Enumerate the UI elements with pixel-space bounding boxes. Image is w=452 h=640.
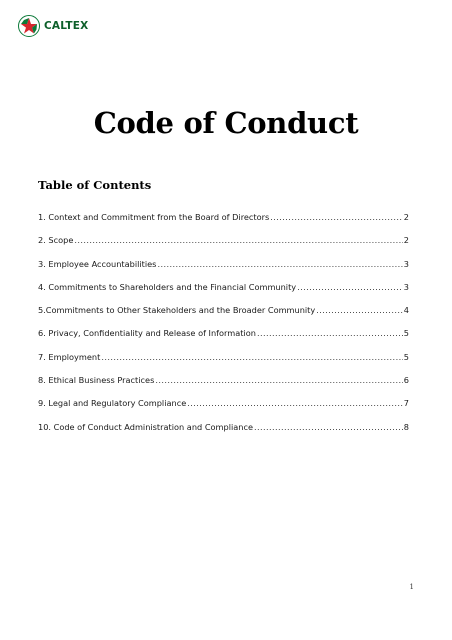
caltex-logo (18, 14, 88, 38)
toc-entry-page: 2 (403, 212, 409, 222)
toc-leader-dots (270, 212, 402, 222)
toc-entry[interactable] (38, 422, 409, 445)
toc-entry[interactable] (38, 352, 409, 375)
toc-entry[interactable] (38, 259, 409, 282)
toc-leader-dots (316, 305, 403, 315)
toc-entry[interactable] (38, 398, 409, 421)
toc-entry-title: 8. Ethical Business Practices (38, 375, 155, 386)
toc-heading: Table of Contents (38, 178, 152, 192)
toc-entry-title: 4. Commitments to Shareholders and the Financial Community (38, 281, 297, 292)
toc-leader-dots (254, 422, 403, 432)
toc-entry-page: 6 (403, 375, 409, 386)
toc-leader-dots (297, 282, 403, 292)
toc-entry-title: 1. Context and Commitment from the Board of Directors (38, 212, 270, 222)
toc-entry[interactable] (38, 212, 409, 235)
toc-entry-title: 9. Legal and Regulatory Compliance (38, 398, 187, 409)
toc-entry-page: 2 (403, 235, 409, 246)
toc-entry-title: 2. Scope (38, 235, 74, 246)
toc-entry-page: 5 (403, 351, 409, 362)
page-number: 1 (409, 583, 414, 591)
toc-leader-dots (101, 352, 402, 362)
toc-leader-dots (187, 398, 403, 408)
table-of-contents (38, 212, 409, 445)
toc-entry-title: 6. Privacy, Confidentiality and Release of Information (38, 328, 256, 339)
toc-leader-dots (157, 259, 402, 269)
logo-wordmark: CALTEX (44, 20, 89, 32)
caltex-star-icon (18, 15, 40, 37)
document-title: Code of Conduct (93, 106, 359, 140)
toc-entry-page: 4 (403, 305, 409, 316)
toc-entry[interactable] (38, 328, 409, 351)
toc-entry-page: 3 (403, 281, 409, 292)
toc-entry-title: 5.Commitments to Other Stakeholders and the Broader Community (38, 305, 316, 316)
toc-leader-dots (74, 235, 402, 245)
toc-entry-page: 5 (403, 328, 409, 339)
toc-entry-page: 7 (403, 398, 409, 409)
toc-leader-dots (155, 375, 402, 385)
toc-entry-page: 3 (403, 258, 409, 269)
toc-entry[interactable] (38, 282, 409, 305)
toc-entry-title: 7. Employment (38, 351, 101, 362)
toc-entry[interactable] (38, 235, 409, 258)
toc-entry-page: 8 (403, 421, 409, 432)
toc-entry[interactable] (38, 375, 409, 398)
toc-entry-title: 3. Employee Accountabilities (38, 258, 157, 269)
toc-leader-dots (257, 328, 403, 338)
toc-entry-title: 10. Code of Conduct Administration and Compliance (38, 421, 254, 432)
toc-entry[interactable] (38, 305, 409, 328)
